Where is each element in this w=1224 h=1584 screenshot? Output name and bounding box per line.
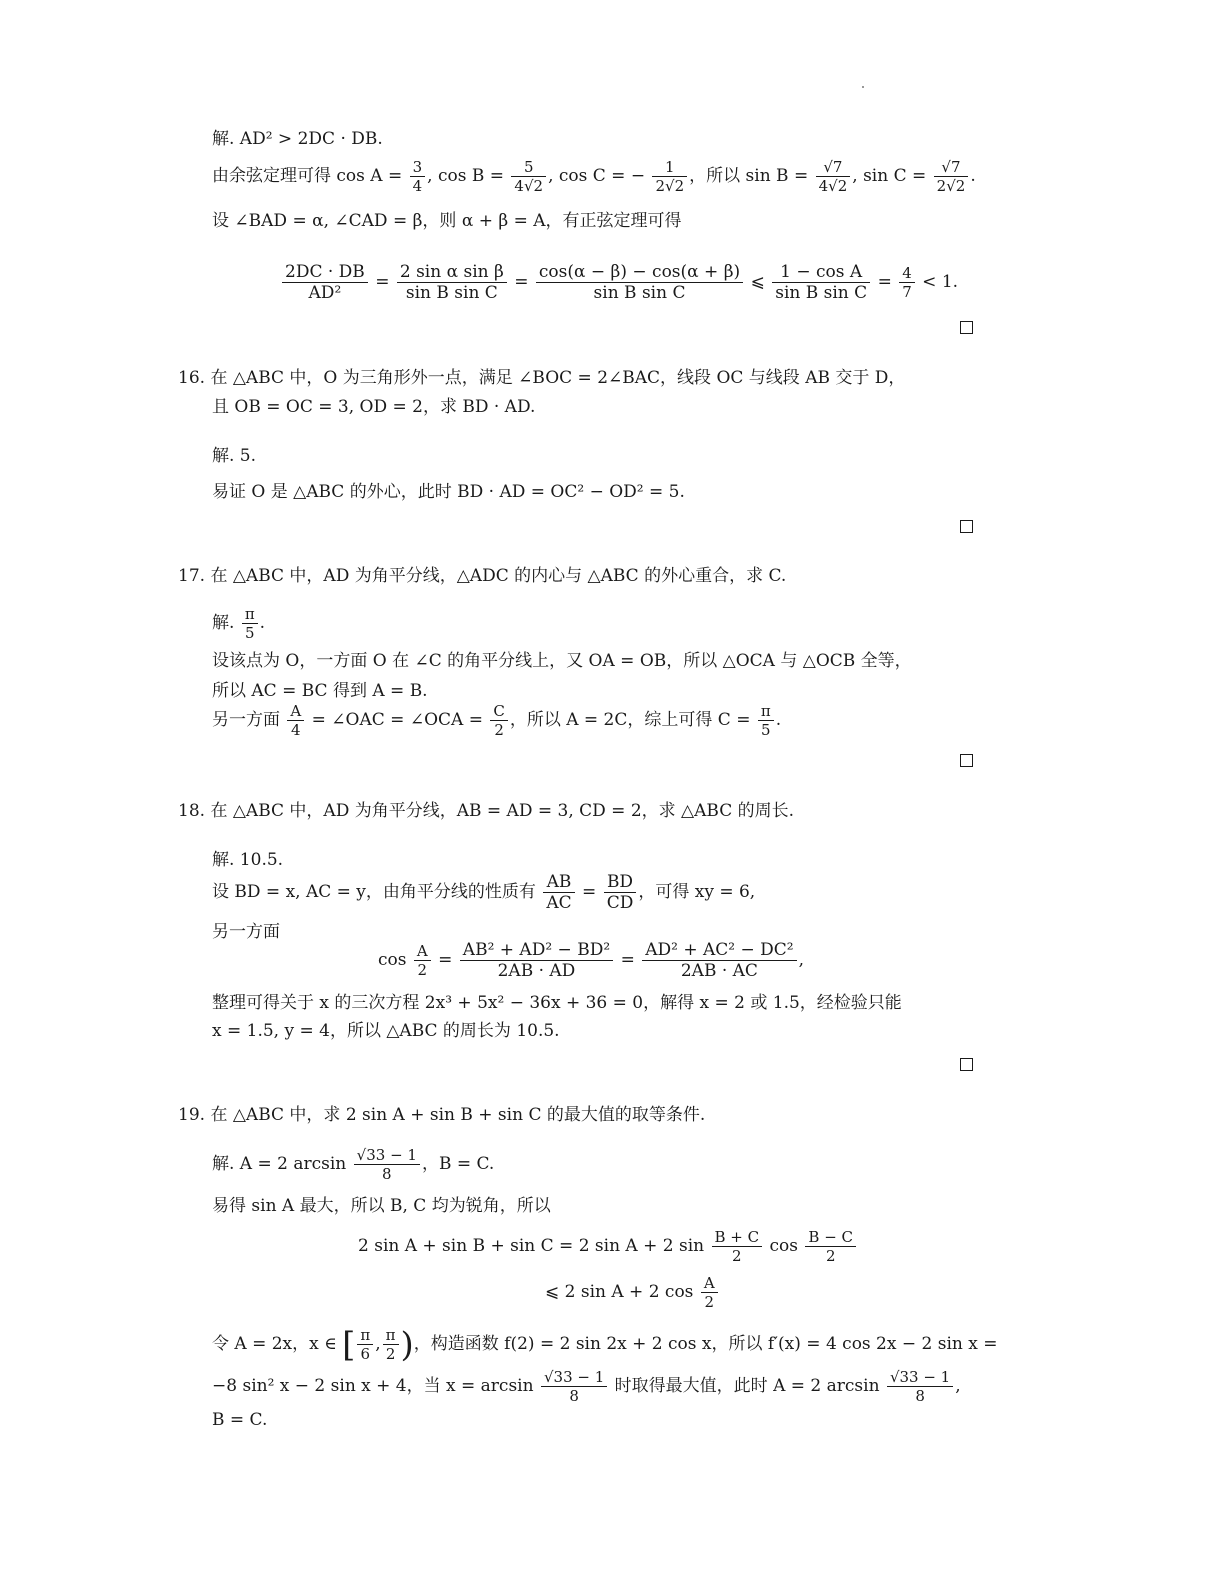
den: 8	[541, 1386, 607, 1405]
den: 2AB · AC	[642, 960, 796, 981]
num: cos(α − β) − cos(α + β)	[538, 262, 741, 282]
p19-solution-line3	[212, 1368, 961, 1405]
num: π	[385, 1326, 396, 1344]
den: sin B sin C	[772, 282, 870, 303]
text: .	[775, 710, 782, 730]
num: π	[360, 1326, 371, 1344]
den: 8	[354, 1164, 420, 1183]
frac-ans	[354, 1146, 420, 1183]
p17-solution-line3	[212, 702, 781, 739]
eq: =	[438, 950, 453, 970]
frac-e5	[899, 264, 915, 301]
p15-let-line: 设 ∠BAD = α, ∠CAD = β，则 α + β = A，有正弦定理可得	[212, 211, 682, 231]
text: ,	[375, 1334, 381, 1354]
p18-solution-line3: 整理可得关于 x 的三次方程 2x³ + 5x² − 36x + 36 = 0，解得 x = 2 或 1.5，经检验只能	[212, 993, 902, 1013]
den: AC	[543, 892, 574, 913]
frac-e2	[397, 262, 507, 303]
text: −8 sin² x − 2 sin x + 4，当 x = arcsin	[212, 1376, 534, 1396]
text: 令 A = 2x，x ∈	[212, 1334, 337, 1354]
text: 2 sin A + sin B + sin C = 2 sin A + 2 sin	[358, 1236, 705, 1256]
num: √33 − 1	[356, 1146, 417, 1164]
num: √7	[823, 158, 843, 176]
den: 2AB · AD	[460, 960, 613, 981]
num: B − C	[808, 1228, 854, 1246]
eq: =	[514, 272, 529, 292]
p18-solution-line1	[212, 872, 755, 913]
frac-sinC	[934, 158, 969, 195]
num: B + C	[714, 1228, 760, 1246]
frac-pi6	[357, 1326, 373, 1363]
text: ,	[955, 1376, 961, 1396]
text: 由余弦定理可得 cos A =	[212, 166, 403, 186]
num: C	[493, 702, 505, 720]
num: π	[244, 605, 255, 623]
frac-root	[541, 1368, 607, 1405]
num: 1 − cos A	[780, 262, 863, 282]
bracket-left: [	[342, 1324, 356, 1365]
num: 3	[412, 158, 423, 176]
frac-pi5	[758, 702, 774, 739]
frac-e1	[282, 262, 368, 303]
p19-display-line2	[545, 1274, 720, 1311]
den: 2	[701, 1292, 718, 1311]
den: 2	[383, 1344, 399, 1363]
p16-answer: 解. 5.	[212, 446, 257, 466]
eq: =	[582, 882, 597, 902]
num: A	[703, 1274, 715, 1292]
p16-question-line2: 且 OB = OC = 3, OD = 2，求 BD · AD.	[212, 397, 536, 417]
text: , cos C = −	[548, 166, 646, 186]
num: √7	[941, 158, 961, 176]
frac-A2	[414, 942, 431, 979]
p18-solution-line4: x = 1.5, y = 4，所以 △ABC 的周长为 10.5.	[212, 1021, 560, 1041]
text: .	[970, 166, 976, 186]
den: 2√2	[652, 176, 687, 195]
frac-e4	[772, 262, 870, 303]
text: 时取得最大值，此时 A = 2 arcsin	[614, 1376, 880, 1396]
text: 另一方面	[212, 710, 280, 730]
frac-C2	[490, 702, 507, 739]
text: ，构造函数 f(2) = 2 sin 2x + 2 cos x，所以 f′(x) = 4 cos 2x − 2 sin x =	[413, 1334, 998, 1354]
frac-e3	[536, 262, 743, 303]
bracket-right: )	[400, 1324, 414, 1365]
den: 2	[414, 960, 431, 979]
frac-law1	[460, 940, 613, 981]
frac-cosB	[511, 158, 546, 195]
num: AB² + AD² − BD²	[462, 940, 611, 960]
text: cos	[378, 950, 407, 970]
num: 4	[902, 264, 912, 282]
frac-cosC	[652, 158, 687, 195]
text: 解. A = 2 arcsin	[212, 1154, 347, 1174]
den: 2√2	[934, 176, 969, 195]
p17-solution-line2: 所以 AC = BC 得到 A = B.	[212, 681, 428, 701]
p19-answer	[212, 1146, 494, 1183]
num: 5	[523, 158, 534, 176]
p19-question: 19. 在 △ABC 中，求 2 sin A + sin B + sin C 的最大值的取等条件.	[178, 1105, 706, 1125]
p15-cosine-line	[212, 158, 976, 195]
den: 5	[758, 720, 774, 739]
p18-question: 18. 在 △ABC 中，AD 为角平分线，AB = AD = 3, CD = 2，求 △ABC 的周长.	[178, 801, 795, 821]
qed-box	[960, 520, 973, 533]
den: 4√2	[511, 176, 546, 195]
text: , cos B =	[427, 166, 505, 186]
num: A	[416, 942, 428, 960]
stray-mark	[862, 86, 864, 88]
text: 设 BD = x, AC = y，由角平分线的性质有	[212, 882, 536, 902]
p16-solution: 易证 O 是 △ABC 的外心，此时 BD · AD = OC² − OD² = 5.	[212, 482, 685, 502]
frac-pi2	[383, 1326, 399, 1363]
frac-root	[887, 1368, 953, 1405]
num: AD² + AC² − DC²	[645, 940, 794, 960]
text: cos	[769, 1236, 798, 1256]
text: ，B = C.	[421, 1154, 495, 1174]
text: < 1.	[922, 272, 959, 292]
text: ⩽ 2 sin A + 2 cos	[545, 1282, 694, 1302]
frac-cosA	[410, 158, 426, 195]
qed-box	[960, 754, 973, 767]
den: 4√2	[816, 176, 851, 195]
p19-solution-line2	[212, 1326, 997, 1363]
den: 6	[357, 1344, 373, 1363]
num: AB	[546, 872, 572, 892]
frac-BpC	[712, 1228, 763, 1265]
frac-BD-CD	[604, 872, 637, 913]
num: BD	[606, 872, 634, 892]
num: A	[290, 702, 302, 720]
p18-answer: 解. 10.5.	[212, 850, 284, 870]
qed-box	[960, 321, 973, 334]
num: √33 − 1	[543, 1368, 605, 1386]
frac-AB-AC	[543, 872, 574, 913]
den: sin B sin C	[397, 282, 507, 303]
p16-question-line1: 16. 在 △ABC 中，O 为三角形外一点，满足 ∠BOC = 2∠BAC，线段 OC 与线段 AB 交于 D，	[178, 368, 906, 388]
p18-solution-line2: 另一方面	[212, 922, 280, 942]
text: ，所以 sin B =	[689, 166, 809, 186]
le: ⩽	[750, 272, 765, 292]
p19-solution-line4: B = C.	[212, 1410, 268, 1430]
num: π	[760, 702, 771, 720]
frac-BmC	[805, 1228, 856, 1265]
p17-question: 17. 在 △ABC 中，AD 为角平分线，△ADC 的内心与 △ABC 的外心重合，求 C.	[178, 566, 787, 586]
text: .	[259, 613, 266, 633]
frac-A2	[701, 1274, 718, 1311]
den: 8	[887, 1386, 953, 1405]
qed-box	[960, 1058, 973, 1071]
p17-solution-line1: 设该点为 O，一方面 O 在 ∠C 的角平分线上，又 OA = OB，所以 △OCA 与 △OCB 全等，	[212, 651, 912, 671]
den: 5	[242, 623, 258, 642]
num: 1	[665, 158, 675, 176]
num: √33 − 1	[889, 1368, 951, 1386]
den: 4	[410, 176, 426, 195]
p17-answer	[212, 605, 265, 642]
num: 2 sin α sin β	[399, 262, 504, 282]
p19-display-line1	[358, 1228, 858, 1265]
frac-sinB	[816, 158, 851, 195]
den: 7	[899, 282, 915, 301]
frac-ans	[242, 605, 258, 642]
eq: =	[877, 272, 892, 292]
text: = ∠OAC = ∠OCA =	[311, 710, 483, 730]
p18-display-equation	[378, 940, 804, 981]
den: 2	[805, 1246, 856, 1265]
p15-answer: 解. AD² > 2DC · DB.	[212, 129, 383, 149]
den: CD	[604, 892, 637, 913]
den: AD²	[282, 282, 368, 303]
eq: =	[620, 950, 635, 970]
text: ，可得 xy = 6,	[638, 882, 756, 902]
den: sin B sin C	[536, 282, 743, 303]
frac-A4	[287, 702, 304, 739]
text: , sin C =	[852, 166, 927, 186]
text: ,	[798, 950, 805, 970]
eq: =	[375, 272, 390, 292]
frac-law2	[642, 940, 796, 981]
p15-display-equation	[280, 262, 958, 303]
p19-solution-line1: 易得 sin A 最大，所以 B, C 均为锐角，所以	[212, 1196, 551, 1216]
text: ，所以 A = 2C，综上可得 C =	[509, 710, 751, 730]
den: 4	[287, 720, 304, 739]
den: 2	[712, 1246, 763, 1265]
den: 2	[490, 720, 507, 739]
num: 2DC · DB	[285, 262, 365, 282]
text: 解.	[212, 613, 235, 633]
